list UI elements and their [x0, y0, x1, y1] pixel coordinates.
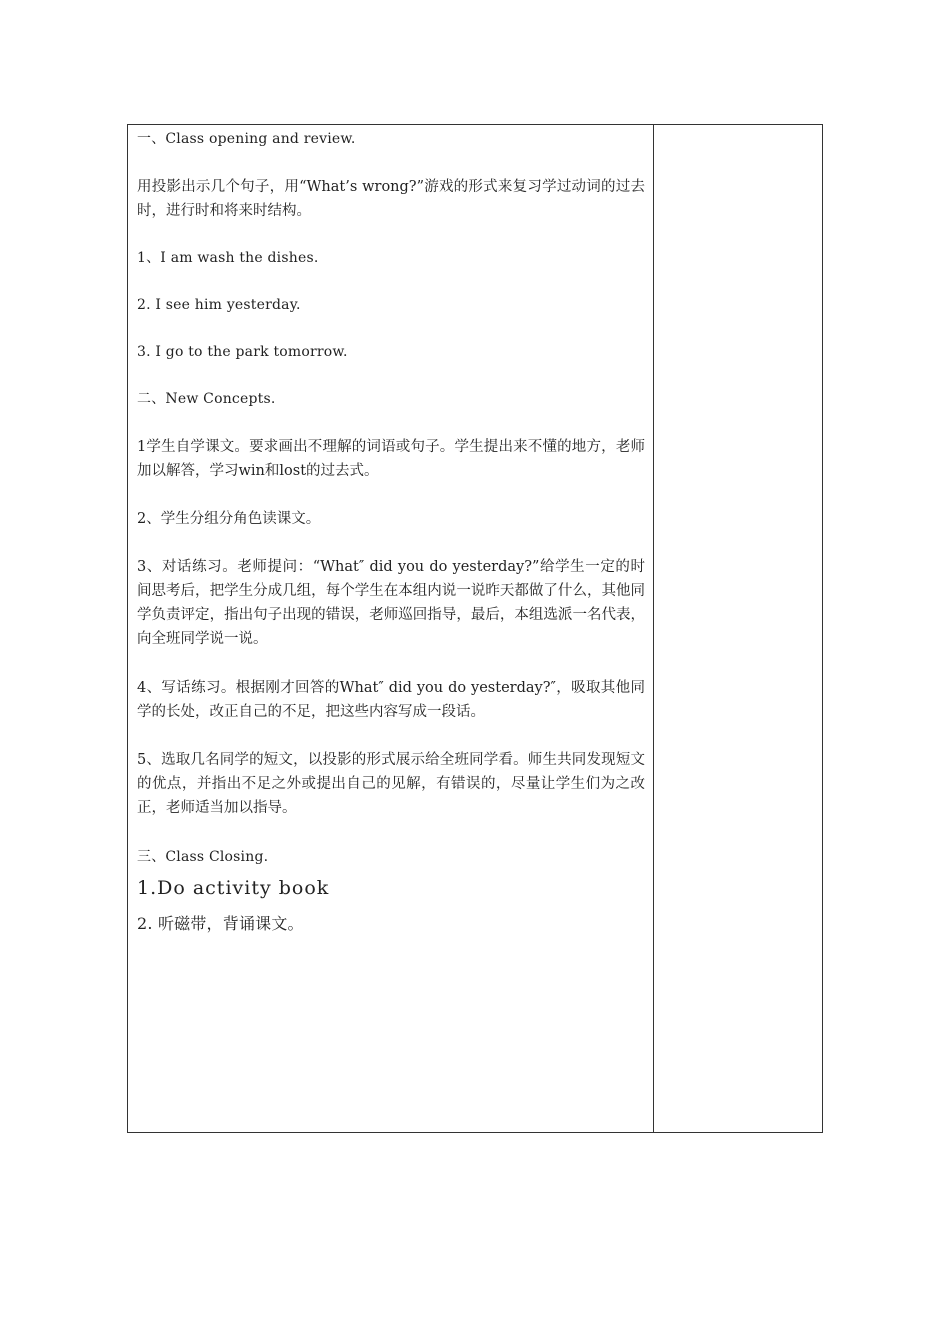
notes-cell [654, 125, 822, 1132]
lesson-plan-table [127, 124, 823, 1133]
lesson-content-cell [137, 125, 645, 1132]
section-title-opening: 一、Class opening and review. [137, 131, 356, 147]
review-item-1: 1、I am wash the dishes. [137, 250, 319, 266]
section-title-new-concepts: 二、New Concepts. [137, 391, 276, 407]
new-concept-item-2: 2、学生分组分角色读课文。 [137, 511, 321, 527]
section-title-closing: 三、Class Closing. [137, 849, 269, 865]
review-item-3: 3. I go to the park tomorrow. [137, 344, 348, 360]
opening-description: 用投影出示几个句子，用“What’s wrong?”游戏的形式来复习学过动词的过去时，进行时和将来时结构。 [137, 179, 645, 219]
closing-item-1: 1.Do activity book [137, 877, 330, 899]
new-concept-item-5: 5、选取几名同学的短文，以投影的形式展示给全班同学看。师生共同发现短文的优点，并指出不足之外或提出自己的见解，有错误的，尽量让学生们为之改正，老师适当加以指导。 [137, 752, 645, 816]
closing-item-2: 2. 听磁带，背诵课文。 [137, 914, 304, 933]
review-item-2: 2. I see him yesterday. [137, 297, 301, 313]
new-concept-item-1: 1学生自学课文。要求画出不理解的词语或句子。学生提出来不懂的地方，老师加以解答，学习win和lost的过去式。 [137, 439, 645, 479]
new-concept-item-4: 4、写话练习。根据刚才回答的What″ did you do yesterday?″，吸取其他同学的长处，改正自己的不足，把这些内容写成一段话。 [137, 680, 645, 720]
new-concept-item-3: 3、对话练习。老师提问：“What″ did you do yesterday?”给学生一定的时间思考后，把学生分成几组，每个学生在本组内说一说昨天都做了什么，其他同学负责评定，指出句子出现的错误，老师巡回指导，最后，本组选派一名代表，向全班同学说一说。 [137, 559, 645, 647]
